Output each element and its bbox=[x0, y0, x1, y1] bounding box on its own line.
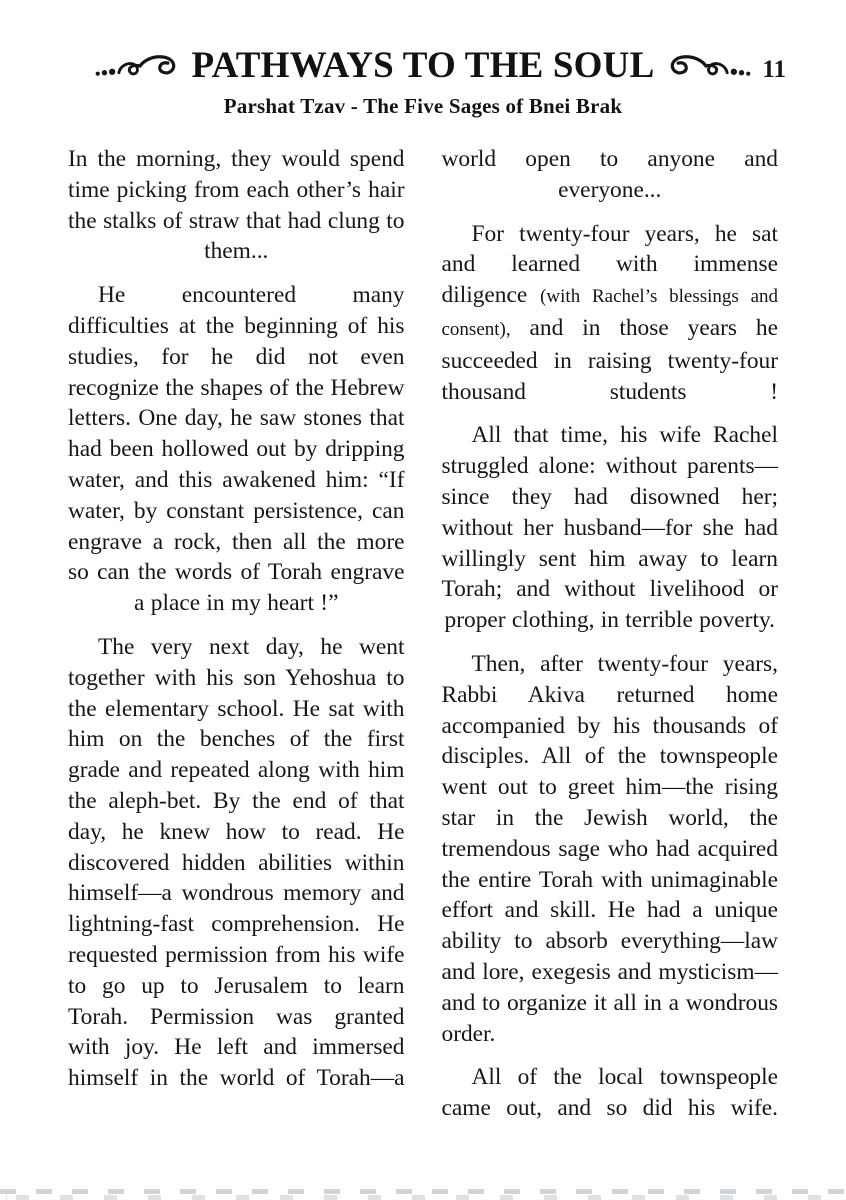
page-bottom-scan-artifact bbox=[0, 1187, 846, 1200]
paragraph-right-1: world open to anyone and everyone... bbox=[441, 146, 778, 203]
paragraph-left-1: In the morning, they would spend time picking from each other’s hair the stalks of straw that had clung to them... bbox=[68, 146, 405, 265]
book-title: PATHWAYS TO THE SOUL bbox=[191, 45, 655, 86]
page-header bbox=[0, 0, 846, 119]
paragraph-right-2-main: For twenty-four years, he sat and learned with immense diligence bbox=[441, 220, 778, 309]
paragraph-right-3: All that time, his wife Rachel struggled alone: without parents—since they had disowned her; without her husband—for she had willingly sent him away to learn Torah; and without livelihood or proper clothing, in terrible poverty. bbox=[441, 422, 778, 634]
paragraph-right-5: All of the local townspeople came out, and so did his wife. bbox=[441, 1064, 778, 1122]
paragraph-right-2-continuation: and in those years he succeeded in raising twenty-four thousand students ! bbox=[441, 314, 778, 405]
chapter-subtitle: Parshat Tzav - The Five Sages of Bnei Brak bbox=[223, 94, 623, 118]
paragraph-left-2: He encountered many difficulties at the beginning of his studies, for he did not even recognize the shapes of the Hebrew letters. One day, he saw stones that had been hollowed out by dripping water, and this awakened him: “If water, by constant persistence, can engrave a rock, then all the more so can the words of Torah engrave a place in my heart !” bbox=[68, 282, 405, 617]
paragraph-left-3: The very next day, he went together with his son Yehoshua to the elementary school. He sat with him on the benches of the first grade and repeated along with him the aleph-bet. By the end of that day, he knew how to read. He discovered hidden abilities within himself—a wondrous memory and lightning-fast comprehension. He requested permission from his wife to go up to Jerusalem to learn Torah. Permission was granted with joy. He left and immersed himself in the world of Torah—a bbox=[68, 633, 405, 1092]
left-flourish-icon bbox=[92, 47, 188, 85]
paragraph-right-2 bbox=[442, 219, 779, 408]
page-number: 11 bbox=[762, 56, 786, 83]
paragraph-right-4: Then, after twenty-four years, Rabbi Akiva returned home accompanied by his thousands of disciples. All of the townspeople went out to greet him—the rising star in the Jewish world, the tremendous sage who had acquired the entire Torah with unimaginable effort and skill. He had a unique ability to absorb everything—law and lore, exegesis and mysticism—and to organize it all in a wondrous order. bbox=[441, 650, 778, 1047]
right-flourish-icon bbox=[658, 47, 754, 85]
title-row bbox=[0, 0, 846, 87]
text-columns bbox=[0, 144, 846, 1137]
left-column bbox=[68, 144, 405, 1137]
paragraph-right-2-parenthetical: (with Rachel’s blessings and consent), bbox=[441, 286, 779, 340]
right-column bbox=[442, 144, 779, 1137]
